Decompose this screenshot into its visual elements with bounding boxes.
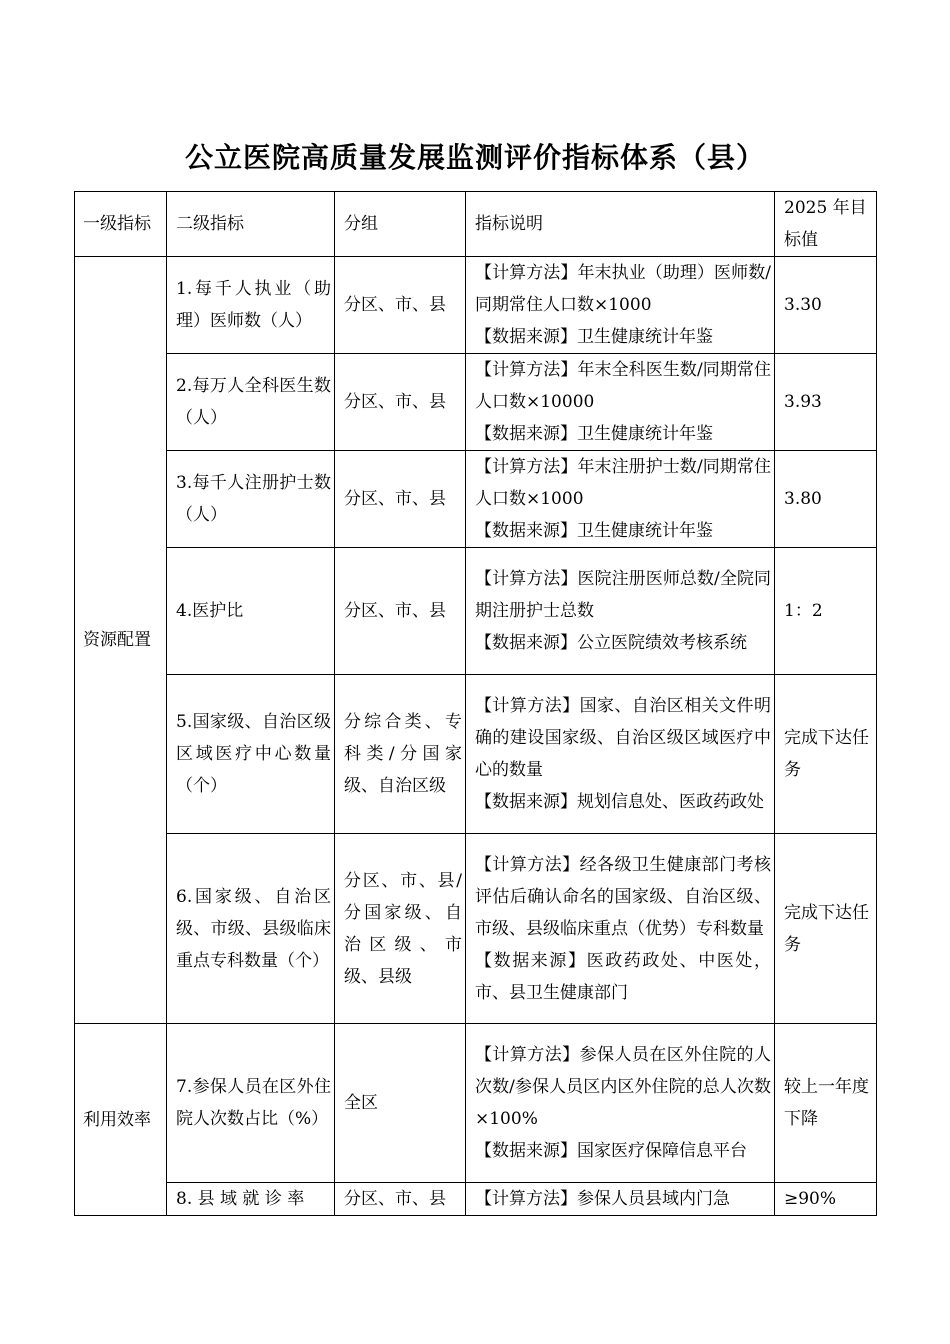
header-level1: 一级指标 (75, 192, 167, 257)
indicator-description (466, 548, 775, 675)
indicator-name: 3.每千人注册护士数（人） (167, 451, 335, 548)
indicator-description (466, 834, 775, 1024)
header-description: 指标说明 (466, 192, 775, 257)
table-row (75, 354, 877, 451)
data-source: 【数据来源】卫生健康统计年鉴 (475, 327, 713, 347)
indicator-name: 4.医护比 (167, 548, 335, 675)
calc-method: 【计算方法】参保人员县域内门急 (475, 1189, 730, 1209)
target-value: 1：2 (775, 548, 877, 675)
target-value: 较上一年度下降 (775, 1024, 877, 1183)
calc-method: 【计算方法】国家、自治区相关文件明确的建设国家级、自治区级区域医疗中心的数量 (475, 696, 771, 780)
header-target: 2025 年目标值 (775, 192, 877, 257)
data-source: 【数据来源】卫生健康统计年鉴 (475, 521, 713, 541)
indicator-group: 分综合类、专科类/分国家级、自治区级 (335, 675, 466, 834)
target-value: 完成下达任务 (775, 675, 877, 834)
indicator-description (466, 451, 775, 548)
target-value: ≥90% (775, 1183, 877, 1216)
indicator-description (466, 257, 775, 354)
indicator-description (466, 354, 775, 451)
target-value: 3.30 (775, 257, 877, 354)
table-row (75, 548, 877, 675)
target-value: 完成下达任务 (775, 834, 877, 1024)
indicator-name: 7.参保人员在区外住院人次数占比（%） (167, 1024, 335, 1183)
page-title: 公立医院高质量发展监测评价指标体系（县） (184, 141, 765, 174)
calc-method: 【计算方法】年末注册护士数/同期常住人口数×1000 (475, 457, 771, 509)
calc-method: 【计算方法】年末执业（助理）医师数/同期常住人口数×1000 (475, 263, 771, 315)
indicator-group: 分区、市、县 (335, 451, 466, 548)
table-row (75, 451, 877, 548)
table-row (75, 675, 877, 834)
indicator-name: 2.每万人全科医生数（人） (167, 354, 335, 451)
data-source: 【数据来源】国家医疗保障信息平台 (475, 1141, 747, 1161)
calc-method: 【计算方法】医院注册医师总数/全院同期注册护士总数 (475, 569, 771, 621)
indicator-description (466, 1183, 775, 1216)
target-value: 3.93 (775, 354, 877, 451)
indicator-group: 分区、市、县 (335, 257, 466, 354)
header-group: 分组 (335, 192, 466, 257)
target-value: 3.80 (775, 451, 877, 548)
indicator-description (466, 1024, 775, 1183)
calc-method: 【计算方法】参保人员在区外住院的人次数/参保人员区内区外住院的总人次数×100% (475, 1045, 771, 1129)
indicator-table (74, 191, 877, 1216)
indicator-description (466, 675, 775, 834)
indicator-group: 全区 (335, 1024, 466, 1183)
indicator-group: 分区、市、县 (335, 354, 466, 451)
indicator-name: 1.每千人执业（助理）医师数（人） (167, 257, 335, 354)
table-row (75, 1183, 877, 1216)
category-resource: 资源配置 (75, 257, 167, 1024)
data-source: 【数据来源】公立医院绩效考核系统 (475, 633, 747, 653)
indicator-name: 8. 县 域 就 诊 率 (167, 1183, 335, 1216)
table-header-row (75, 192, 877, 257)
data-source: 【数据来源】卫生健康统计年鉴 (475, 424, 713, 444)
indicator-group: 分区、市、县 (335, 548, 466, 675)
calc-method: 【计算方法】年末全科医生数/同期常住人口数×10000 (475, 360, 771, 412)
indicator-group: 分区、市、县 (335, 1183, 466, 1216)
header-level2: 二级指标 (167, 192, 335, 257)
table-row (75, 834, 877, 1024)
data-source: 【数据来源】医政药政处、中医处，市、县卫生健康部门 (475, 950, 771, 1003)
data-source: 【数据来源】规划信息处、医政药政处 (475, 792, 764, 812)
indicator-name: 6.国家级、自治区级、市级、县级临床重点专科数量（个） (167, 834, 335, 1024)
category-efficiency: 利用效率 (75, 1024, 167, 1216)
calc-method: 【计算方法】经各级卫生健康部门考核评估后确认命名的国家级、自治区级、市级、县级临床重点（优势）专科数量 (475, 854, 771, 939)
indicator-group: 分区、市、县/分国家级、自治区级、市级、县级 (335, 834, 466, 1024)
indicator-name: 5.国家级、自治区级区域医疗中心数量（个） (167, 675, 335, 834)
table-row (75, 257, 877, 354)
table-row (75, 1024, 877, 1183)
